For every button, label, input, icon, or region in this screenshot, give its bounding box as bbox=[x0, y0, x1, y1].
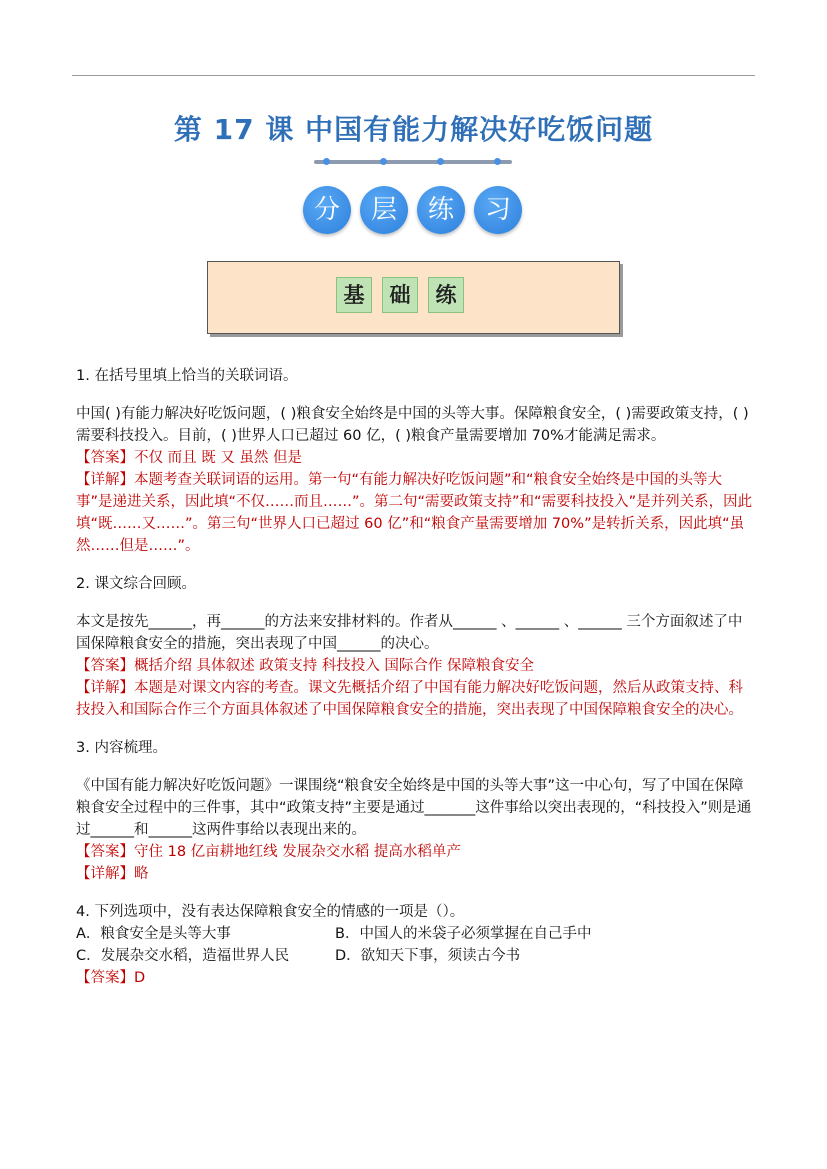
section-char: 础 bbox=[382, 277, 418, 313]
question-3-detail: 【详解】略 bbox=[76, 866, 149, 882]
question-2-title: 2. 课文综合回顾。 bbox=[76, 576, 196, 592]
question-2-answer: 【答案】概括介绍 具体叙述 政策支持 科技投入 国际合作 保障粮食安全 bbox=[76, 658, 535, 674]
question-3-answer: 【答案】守住 18 亿亩耕地红线 发展杂交水稻 提高水稻单产 bbox=[76, 844, 461, 860]
question-3-title: 3. 内容梳理。 bbox=[76, 740, 167, 756]
tag-char-2: 层 bbox=[360, 186, 408, 234]
question-1-body: 中国( )有能力解决好吃饭问题，( )粮食安全始终是中国的头等大事。保障粮食安全，( )需要政策支持，( )需要科技投入。目前，( )世界人口已超过 60 亿，( )粮食产量需要增加 70%才能满足需求。 bbox=[76, 406, 749, 444]
tag-char-4: 习 bbox=[474, 186, 522, 234]
tag-char-3: 练 bbox=[417, 186, 465, 234]
decoration-dot bbox=[494, 158, 501, 165]
question-3-body: 《中国有能力解决好吃饭问题》一课围绕“粮食安全始终是中国的头等大事”这一中心句，写了中国在保障粮食安全过程中的三件事，其中“政策支持”主要是通过_______这件事给以突出表现的，“科技投入”则是通过______和______这两件事给以表现出来的。 bbox=[76, 778, 752, 838]
section-char: 基 bbox=[336, 277, 372, 313]
decoration-dot bbox=[437, 158, 444, 165]
tag-char-1: 分 bbox=[303, 186, 351, 234]
option-b: B．中国人的米袋子必须掌握在自己手中 bbox=[335, 926, 592, 942]
question-list bbox=[76, 365, 753, 989]
question-4-answer: 【答案】D bbox=[76, 970, 146, 986]
decoration-dot bbox=[323, 158, 330, 165]
question-4-title: 4. 下列选项中，没有表达保障粮食安全的情感的一项是（）。 bbox=[76, 904, 465, 920]
decoration-dot bbox=[380, 158, 387, 165]
option-d: D．欲知天下事，须读古今书 bbox=[335, 948, 521, 964]
page-title: 第 17 课 中国有能力解决好吃饭问题 bbox=[173, 113, 654, 146]
question-2-detail: 【详解】本题是对课文内容的考查。课文先概括介绍了中国有能力解决好吃饭问题，然后从政策支持、科技投入和国际合作三个方面具体叙述了中国保障粮食安全的措施，突出表现了中国保障粮食安全的决心。 bbox=[76, 680, 743, 718]
section-char: 练 bbox=[428, 277, 464, 313]
title-decoration-bar bbox=[314, 160, 512, 164]
section-banner-label bbox=[336, 277, 464, 313]
option-c: C．发展杂交水稻，造福世界人民 bbox=[76, 948, 290, 964]
question-1-title: 1. 在括号里填上恰当的关联词语。 bbox=[76, 368, 298, 384]
option-row bbox=[76, 923, 753, 945]
option-a: A．粮食安全是头等大事 bbox=[76, 926, 231, 942]
question-1-detail: 【详解】本题考查关联词语的运用。第一句“有能力解决好吃饭问题”和“粮食安全始终是中国的头等大事”是递进关系，因此填“不仅……而且……”。第二句“需要政策支持”和“需要科技投入”是并列关系，因此填“既……又……”。第三句“世界人口已超过 60 亿”和“粮食产量需要增加 70%”是转折关系，因此填“虽然……但是……”。 bbox=[76, 472, 753, 554]
option-row bbox=[76, 945, 753, 967]
question-2-body: 本文是按先______，再______的方法来安排材料的。作者从______ 、______ 、______ 三个方面叙述了中国保障粮食安全的措施，突出表现了中国______的决心。 bbox=[76, 614, 743, 652]
top-rule bbox=[72, 75, 755, 76]
question-1-answer: 【答案】不仅 而且 既 又 虽然 但是 bbox=[76, 450, 303, 466]
